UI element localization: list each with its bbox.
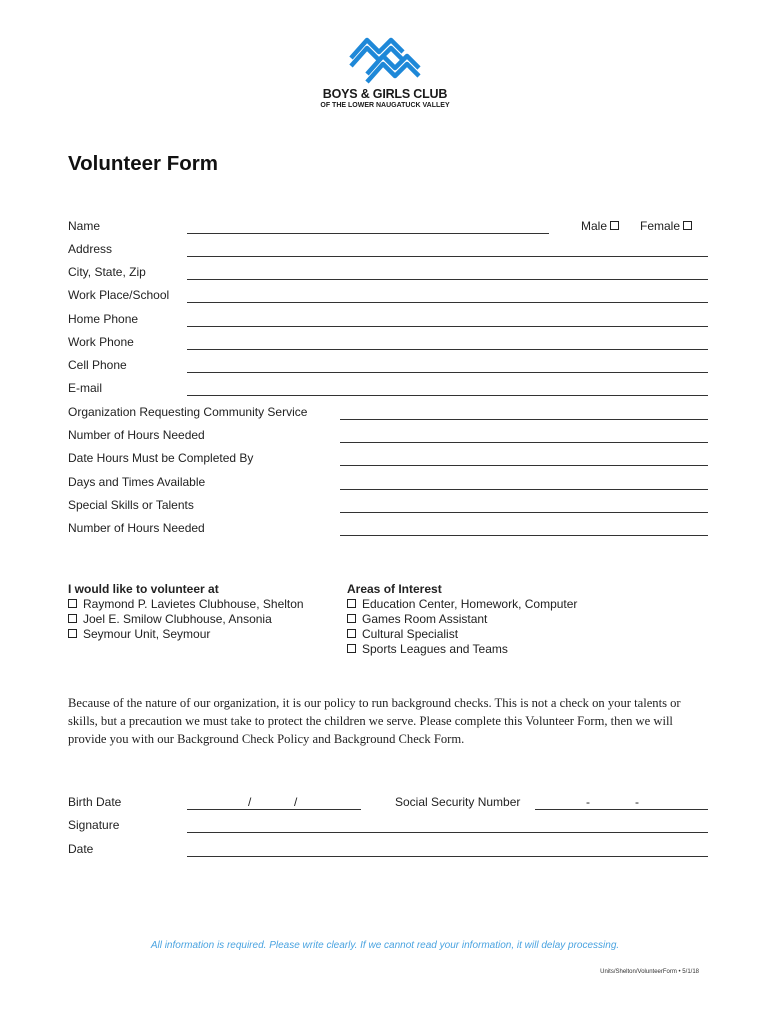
signature-input-line[interactable]	[187, 832, 708, 833]
list-item[interactable]	[347, 627, 577, 642]
option-label: Cultural Specialist	[362, 627, 459, 641]
female-label: Female	[640, 219, 681, 233]
field-label: Special Skills or Talents	[68, 498, 194, 512]
option-label: Seymour Unit, Seymour	[83, 627, 211, 641]
signature-label: Signature	[68, 818, 120, 832]
gender-male[interactable]	[581, 219, 619, 233]
workplace-input-line[interactable]	[187, 302, 708, 303]
gender-female[interactable]	[640, 219, 692, 233]
checkbox[interactable]	[347, 644, 356, 653]
ssn-separator: -	[635, 795, 639, 809]
home-phone-input-line[interactable]	[187, 326, 708, 327]
list-item[interactable]	[347, 642, 577, 657]
name-input-line[interactable]	[187, 233, 549, 234]
volunteer-at-section	[68, 582, 304, 642]
field-label: Name	[68, 219, 101, 233]
ssn-label: Social Security Number	[395, 795, 521, 809]
field-label: Address	[68, 242, 113, 256]
field-label: Days and Times Available	[68, 475, 206, 489]
birth-date-label: Birth Date	[68, 795, 122, 809]
option-label: Games Room Assistant	[362, 612, 488, 626]
field-label: Organization Requesting Community Service	[68, 405, 308, 419]
field-label: Work Place/School	[68, 288, 170, 302]
logo	[0, 34, 770, 109]
address-input-line[interactable]	[187, 256, 708, 257]
skills-input-line[interactable]	[340, 512, 708, 513]
page-title: Volunteer Form	[68, 152, 218, 175]
interests-section	[347, 582, 577, 657]
date-separator: /	[248, 795, 252, 809]
hands-logo-icon	[345, 34, 425, 86]
work-phone-input-line[interactable]	[187, 349, 708, 350]
list-item[interactable]	[68, 627, 304, 642]
checkbox[interactable]	[68, 614, 77, 623]
checkbox[interactable]	[68, 599, 77, 608]
org-name: BOYS & GIRLS CLUB	[322, 87, 448, 101]
option-label: Joel E. Smilow Clubhouse, Ansonia	[83, 612, 272, 626]
option-label: Sports Leagues and Teams	[362, 642, 508, 656]
hours-needed-input-line[interactable]	[340, 442, 708, 443]
field-label: City, State, Zip	[68, 265, 146, 279]
policy-paragraph: Because of the nature of our organization, it is our policy to run background checks. This is not a check on your talents or skills, but a precaution we must take to protect the children we serve. Please complete this Volunteer Form, then we will provide you with our Background Check Policy and Background Check Form.	[68, 696, 681, 746]
list-item[interactable]	[347, 597, 577, 612]
completion-date-input-line[interactable]	[340, 465, 708, 466]
field-label: E-mail	[68, 381, 103, 395]
ssn-input-line[interactable]	[535, 809, 708, 810]
option-label: Education Center, Homework, Computer	[362, 597, 578, 611]
date-separator: /	[294, 795, 298, 809]
field-label: Work Phone	[68, 335, 134, 349]
female-checkbox[interactable]	[683, 221, 692, 230]
date-label: Date	[68, 842, 94, 856]
city-input-line[interactable]	[187, 279, 708, 280]
male-checkbox[interactable]	[610, 221, 619, 230]
email-input-line[interactable]	[187, 395, 708, 396]
days-times-input-line[interactable]	[340, 489, 708, 490]
field-label: Cell Phone	[68, 358, 127, 372]
footer-code: Units/Shelton/VolunteerForm • 5/1/18	[600, 969, 699, 975]
field-label: Number of Hours Needed	[68, 428, 205, 442]
checkbox[interactable]	[347, 599, 356, 608]
field-label: Number of Hours Needed	[68, 521, 205, 535]
field-label: Date Hours Must be Completed By	[68, 451, 254, 465]
cell-phone-input-line[interactable]	[187, 372, 708, 373]
checkbox[interactable]	[347, 629, 356, 638]
field-label: Home Phone	[68, 312, 139, 326]
date-input-line[interactable]	[187, 856, 708, 857]
ssn-separator: -	[586, 795, 590, 809]
volunteer-at-heading: I would like to volunteer at	[68, 582, 219, 596]
list-item[interactable]	[68, 597, 304, 612]
org-subtitle: OF THE LOWER NAUGATUCK VALLEY	[320, 102, 450, 109]
list-item[interactable]	[68, 612, 304, 627]
list-item[interactable]	[347, 612, 577, 627]
organization-input-line[interactable]	[340, 419, 708, 420]
checkbox[interactable]	[347, 614, 356, 623]
interests-heading: Areas of Interest	[347, 582, 442, 596]
option-label: Raymond P. Lavietes Clubhouse, Shelton	[83, 597, 304, 611]
male-label: Male	[581, 219, 608, 233]
birth-date-input-line[interactable]	[187, 809, 361, 810]
hours-needed-2-input-line[interactable]	[340, 535, 708, 536]
checkbox[interactable]	[68, 629, 77, 638]
required-notice: All information is required. Please write clearly. If we cannot read your information, it will delay processing.	[150, 940, 620, 951]
